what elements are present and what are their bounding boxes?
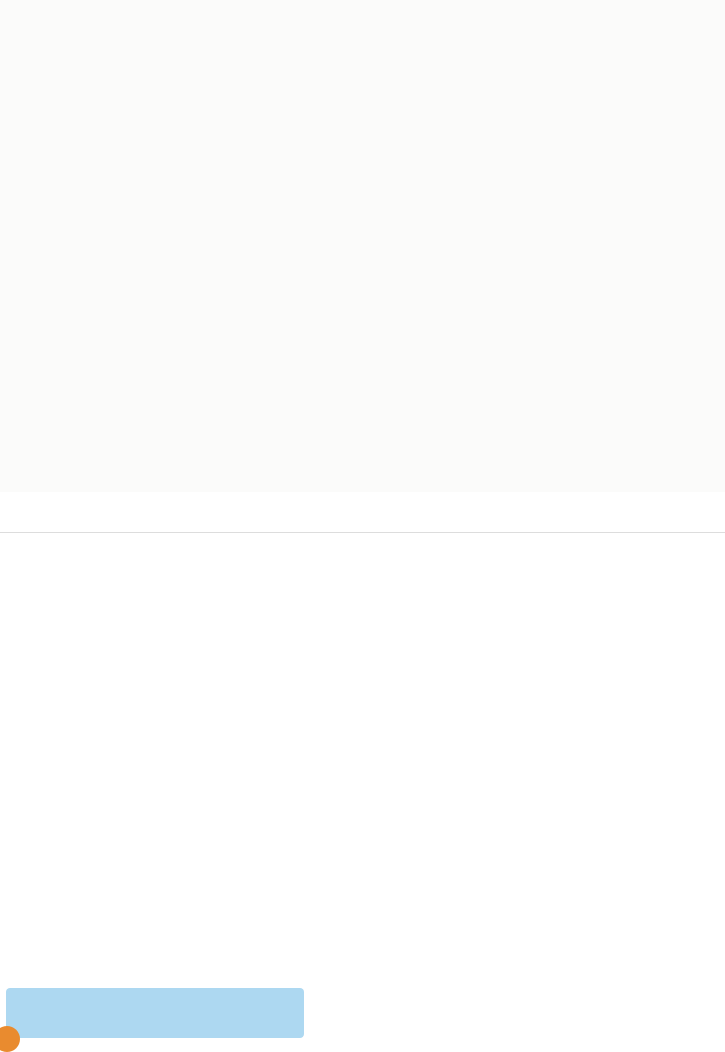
watermark-badge [6, 988, 304, 1038]
logo-icon [0, 1026, 20, 1052]
draw-result-bar [0, 494, 725, 533]
prediction-text-panel [0, 0, 725, 492]
